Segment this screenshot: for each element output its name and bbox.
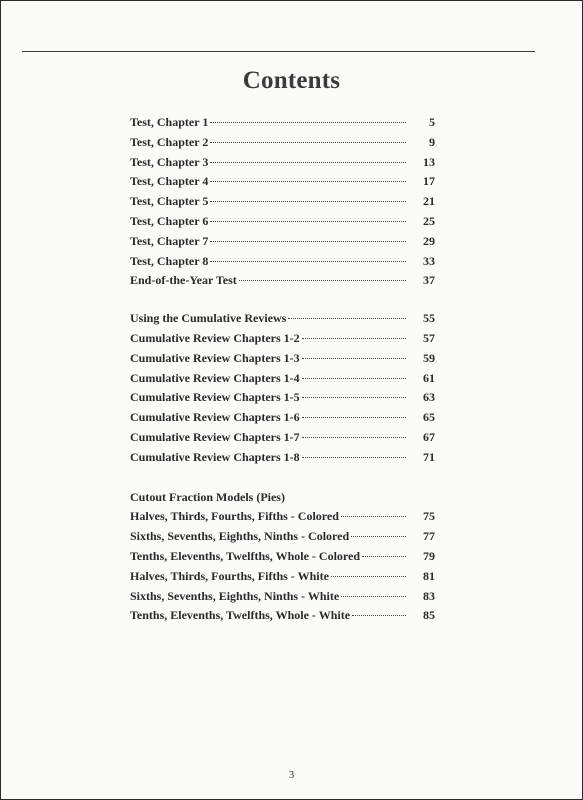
toc-entry-label: Test, Chapter 7 (130, 233, 209, 248)
toc-entry-page-number: 65 (423, 410, 435, 425)
toc-entry-page-number: 25 (423, 213, 435, 228)
toc-entry (130, 212, 435, 232)
toc-entry (130, 388, 435, 408)
top-rule (22, 51, 535, 52)
dot-leader (210, 162, 406, 163)
dot-leader (288, 318, 406, 319)
toc-entry-page-number: 85 (423, 608, 435, 623)
dot-leader (210, 201, 406, 202)
dot-leader (210, 122, 406, 123)
toc-entry-label: Cumulative Review Chapters 1-6 (130, 410, 300, 425)
toc-entry-page-number: 55 (423, 311, 435, 326)
toc-entry-label: Test, Chapter 4 (130, 174, 209, 189)
toc-entry-label: Using the Cumulative Reviews (130, 311, 287, 326)
toc-entry-label: End-of-the-Year Test (130, 273, 237, 288)
dot-leader (210, 241, 406, 242)
toc-entry-page-number: 9 (429, 134, 435, 149)
toc-entry (130, 408, 435, 428)
toc-entry (130, 309, 435, 329)
toc-entry-page-number: 17 (423, 174, 435, 189)
toc-entry-label: Tenths, Elevenths, Twelfths, Whole - Colored (130, 548, 361, 563)
toc-entry (130, 133, 435, 153)
toc-entry-page-number: 71 (423, 449, 435, 464)
toc-entry-label: Test, Chapter 2 (130, 134, 209, 149)
dot-leader (302, 437, 406, 438)
toc-entry (130, 587, 435, 607)
toc-entry-label: Cumulative Review Chapters 1-7 (130, 429, 300, 444)
toc-entry-label: Halves, Thirds, Fourths, Fifths - White (130, 568, 329, 583)
toc-entry-label: Sixths, Sevenths, Eighths, Ninths - Colored (130, 529, 350, 544)
toc-entry-label: Test, Chapter 8 (130, 253, 209, 268)
toc-entry (130, 232, 435, 252)
toc-section-tests (130, 113, 435, 291)
dot-leader (362, 556, 406, 557)
toc-entry (130, 448, 435, 468)
toc-entry-label: Cumulative Review Chapters 1-4 (130, 370, 300, 385)
page-title: Contents (242, 67, 341, 94)
toc-entry (130, 527, 435, 547)
toc-entry-page-number: 83 (423, 588, 435, 603)
toc-entry (130, 567, 435, 587)
toc-entry-page-number: 57 (423, 330, 435, 345)
toc-entry-label: Test, Chapter 3 (130, 154, 209, 169)
dot-leader (302, 338, 406, 339)
toc-entry-page-number: 63 (423, 390, 435, 405)
toc-entry-page-number: 75 (423, 509, 435, 524)
dot-leader (331, 576, 406, 577)
toc-entry (130, 271, 435, 291)
toc-entry-label: Cumulative Review Chapters 1-8 (130, 449, 300, 464)
toc-entry-page-number: 61 (423, 370, 435, 385)
toc-entry-page-number: 59 (423, 350, 435, 365)
toc-entry-label: Test, Chapter 6 (130, 213, 209, 228)
dot-leader (302, 457, 406, 458)
dot-leader (302, 417, 406, 418)
dot-leader (239, 280, 406, 281)
page-number: 3 (288, 769, 295, 781)
dot-leader (210, 181, 406, 182)
toc-entry-label: Halves, Thirds, Fourths, Fifths - Colored (130, 509, 339, 524)
toc-entry (130, 547, 435, 567)
toc-entry (130, 153, 435, 173)
toc-entry-page-number: 13 (423, 154, 435, 169)
dot-leader (341, 596, 406, 597)
toc-entry-label: Test, Chapter 1 (130, 115, 209, 129)
toc-entry (130, 606, 435, 626)
toc-entry-page-number: 77 (423, 529, 435, 544)
toc-entry-page-number: 67 (423, 429, 435, 444)
toc-section-cumulative-reviews (130, 309, 435, 467)
toc-section-heading: Cutout Fraction Models (Pies) (130, 489, 285, 504)
toc-entry-page-number: 37 (423, 273, 435, 288)
toc-entry (130, 349, 435, 369)
toc-entry-label: Test, Chapter 5 (130, 194, 209, 209)
toc-entry (130, 329, 435, 349)
toc-entry-page-number: 21 (423, 194, 435, 209)
dot-leader (302, 378, 406, 379)
toc-entry-page-number: 5 (429, 115, 435, 129)
toc-entry-page-number: 29 (423, 233, 435, 248)
toc-entry (130, 113, 435, 133)
toc-entry (130, 252, 435, 272)
dot-leader (210, 221, 406, 222)
dot-leader (302, 397, 406, 398)
toc-entry (130, 507, 435, 527)
dot-leader (210, 142, 406, 143)
toc-entry-label: Cumulative Review Chapters 1-3 (130, 350, 300, 365)
toc-entry-label: Sixths, Sevenths, Eighths, Ninths - White (130, 588, 340, 603)
table-of-contents (130, 113, 435, 626)
dot-leader (352, 615, 406, 616)
dot-leader (302, 358, 406, 359)
toc-section-fraction-models (130, 507, 435, 626)
toc-entry (130, 172, 435, 192)
toc-entry-page-number: 79 (423, 548, 435, 563)
toc-entry (130, 192, 435, 212)
toc-entry-label: Tenths, Elevenths, Twelfths, Whole - White (130, 608, 351, 623)
dot-leader (341, 516, 406, 517)
toc-entry-page-number: 81 (423, 568, 435, 583)
toc-entry (130, 369, 435, 389)
toc-entry-page-number: 33 (423, 253, 435, 268)
toc-entry-label: Cumulative Review Chapters 1-2 (130, 330, 300, 345)
toc-entry-label: Cumulative Review Chapters 1-5 (130, 390, 300, 405)
dot-leader (210, 261, 406, 262)
toc-entry (130, 428, 435, 448)
dot-leader (351, 536, 406, 537)
